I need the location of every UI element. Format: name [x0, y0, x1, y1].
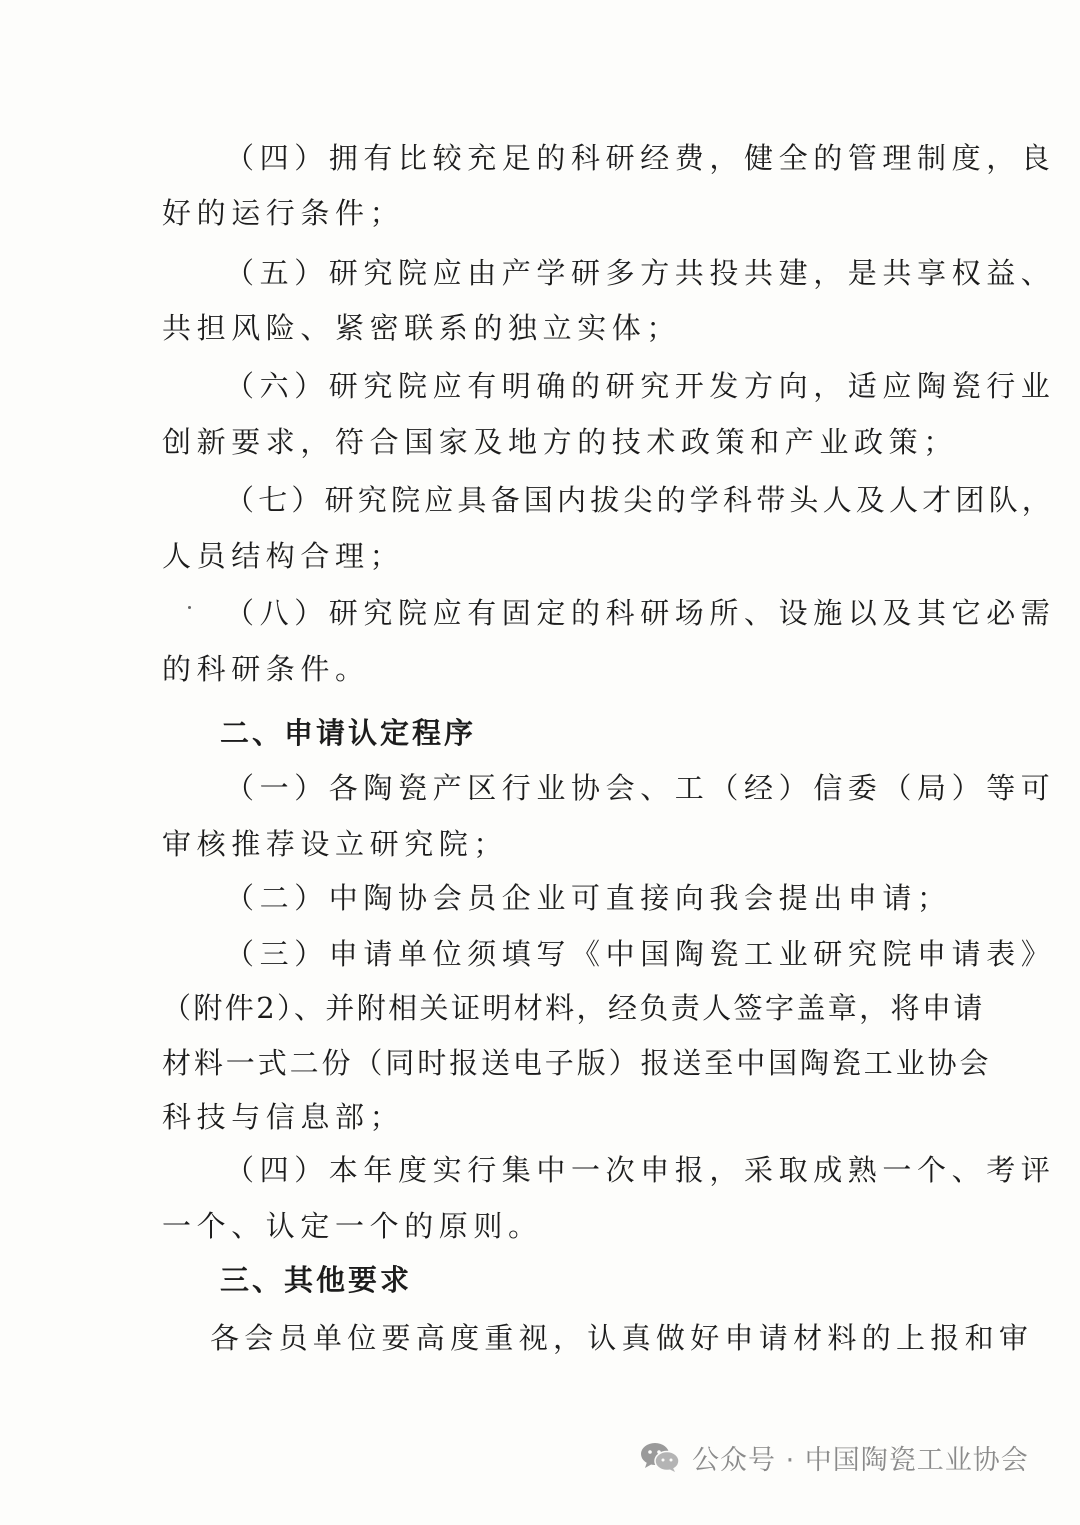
text-line: （二）中陶协会员企业可直接向我会提出申请；	[225, 881, 952, 915]
text-line: 各会员单位要高度重视，认真做好申请材料的上报和审	[210, 1321, 1034, 1355]
text-line: 材料一式二份（同时报送电子版）报送至中国陶瓷工业协会	[162, 1046, 992, 1080]
wechat-watermark	[640, 1437, 1029, 1477]
text-line: 共担风险、紧密联系的独立实体；	[162, 311, 682, 345]
scan-speck	[188, 606, 191, 609]
watermark-text: 公众号 · 中国陶瓷工业协会	[692, 1444, 1029, 1476]
text-line: （六）研究院应有明确的研究开发方向，适应陶瓷行业	[225, 369, 1056, 403]
text-line: 审核推荐设立研究院；	[162, 827, 509, 861]
text-line: 好的运行条件；	[162, 196, 405, 230]
text-line: 创新要求，符合国家及地方的技术政策和产业政策；	[162, 425, 958, 459]
text-line: （五）研究院应由产学研多方共投共建，是共享权益、	[225, 256, 1056, 290]
text-line: 人员结构合理；	[162, 539, 405, 573]
text-line: 科技与信息部；	[162, 1100, 405, 1134]
text-line: （一）各陶瓷产区行业协会、工（经）信委（局）等可	[225, 771, 1056, 805]
text-line: （三）申请单位须填写《中国陶瓷工业研究院申请表》	[225, 937, 1056, 971]
text-line: （附件2）、并附相关证明材料，经负责人签字盖章，将申请	[162, 991, 985, 1025]
section-heading: 三、其他要求	[220, 1263, 413, 1297]
text-line: （八）研究院应有固定的科研场所、设施以及其它必需	[225, 596, 1056, 630]
text-line: （七）研究院应具备国内拔尖的学科带头人及人才团队，	[225, 483, 1056, 517]
text-line: （四）本年度实行集中一次申报，采取成熟一个、考评	[225, 1153, 1056, 1187]
text-line: 的科研条件。	[162, 652, 370, 686]
text-line: （四）拥有比较充足的科研经费，健全的管理制度，良	[225, 141, 1056, 175]
text-line: 一个、认定一个的原则。	[162, 1209, 543, 1243]
wechat-icon	[640, 1441, 680, 1473]
section-heading: 二、申请认定程序	[220, 716, 477, 750]
